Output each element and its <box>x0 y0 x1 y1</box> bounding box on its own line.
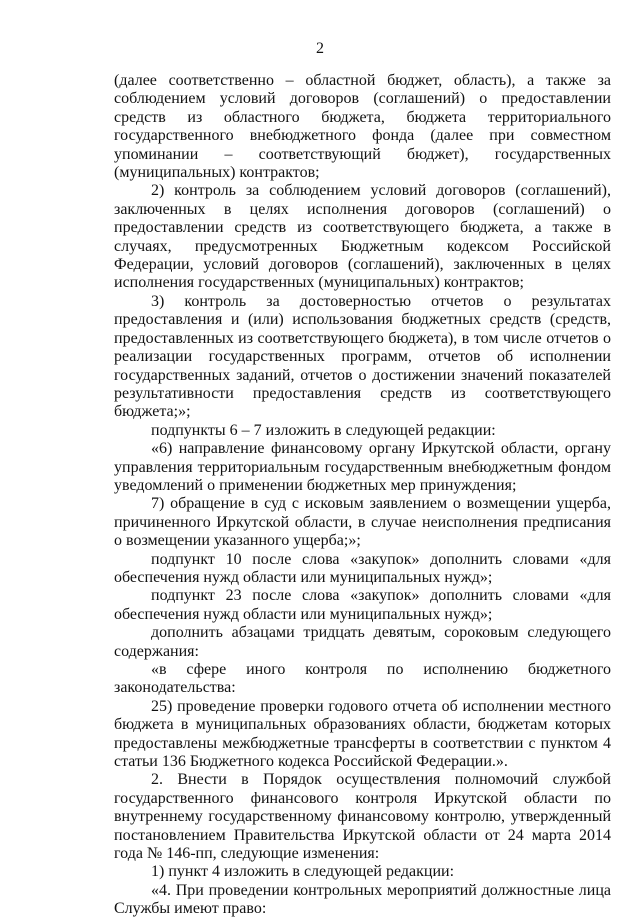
paragraph: «6) направление финансовому органу Иркутской области, органу управления территориальным государственным внебюджетным фондом уведомлений о применении бюджетных мер принуждения; <box>114 440 611 494</box>
paragraph: подпункты 6 – 7 изложить в следующей редакции: <box>151 421 496 439</box>
paragraph: 2. Внести в Порядок осуществления полномочий службой государственного финансового контроля Иркутской области по внутреннему государственному финансовому контролю, утвержденный постановлением Правительства Иркутской области от 24 марта 2014 года № 146-пп, следующие изменения: <box>114 771 611 863</box>
paragraph: «в сфере иного контроля по исполнению бюджетного законодательства: <box>114 661 611 697</box>
paragraph: 1) пункт 4 изложить в следующей редакции: <box>151 863 455 881</box>
paragraph: (далее соответственно – областной бюджет, область), а также за соблюдением условий договоров (соглашений) о предоставлении средств из областного бюджета, бюджета территориального государственного внебюджетного фонда (далее при совместном упоминании – соответствующий бюджет), государственных (муниципальных) контрактов; <box>114 72 611 182</box>
paragraph: подпункт 23 после слова «закупок» дополнить словами «для обеспечения нужд области или муниципальных нужд»; <box>114 587 611 623</box>
paragraph: 3) контроль за достоверностью отчетов о результатах предоставления и (или) использования бюджетных средств (средств, предоставленных из соответствующего бюджета), в том числе отчетов о реализации государственных программ, отчетов об исполнении государственных заданий, отчетов о достижении значений показателей результативности предоставления средств из соответствующего бюджета;»; <box>114 292 611 421</box>
paragraph: 25) проведение проверки годового отчета об исполнении местного бюджета в муниципальных образованиях области, бюджетам которых предоставлены межбюджетные трансферты в соответствии с пунктом 4 статьи 136 Бюджетного кодекса Российской Федерации.». <box>114 697 611 771</box>
paragraph: 2) контроль за соблюдением условий договоров (соглашений), заключенных в целях исполнения договоров (соглашений) о предоставлении средств из соответствующего бюджета, а также в случаях, предусмотренных Бюджетным кодексом Российской Федерации, условий договоров (соглашений), заключенных в целях исполнения государственных (муниципальных) контрактов; <box>114 182 611 292</box>
paragraph: «4. При проведении контрольных мероприятий должностные лица Службы имеют право: <box>114 881 611 918</box>
document-body <box>114 72 611 919</box>
paragraph: дополнить абзацами тридцать девятым, сороковым следующего содержания: <box>114 624 611 660</box>
paragraph: подпункт 10 после слова «закупок» дополнить словами «для обеспечения нужд области или муниципальных нужд»; <box>114 550 611 586</box>
paragraph: 7) обращение в суд с исковым заявлением о возмещении ущерба, причиненного Иркутской области, в случае неисполнения предписания о возмещении указанного ущерба;»; <box>114 495 611 550</box>
page-number: 2 <box>316 40 324 57</box>
